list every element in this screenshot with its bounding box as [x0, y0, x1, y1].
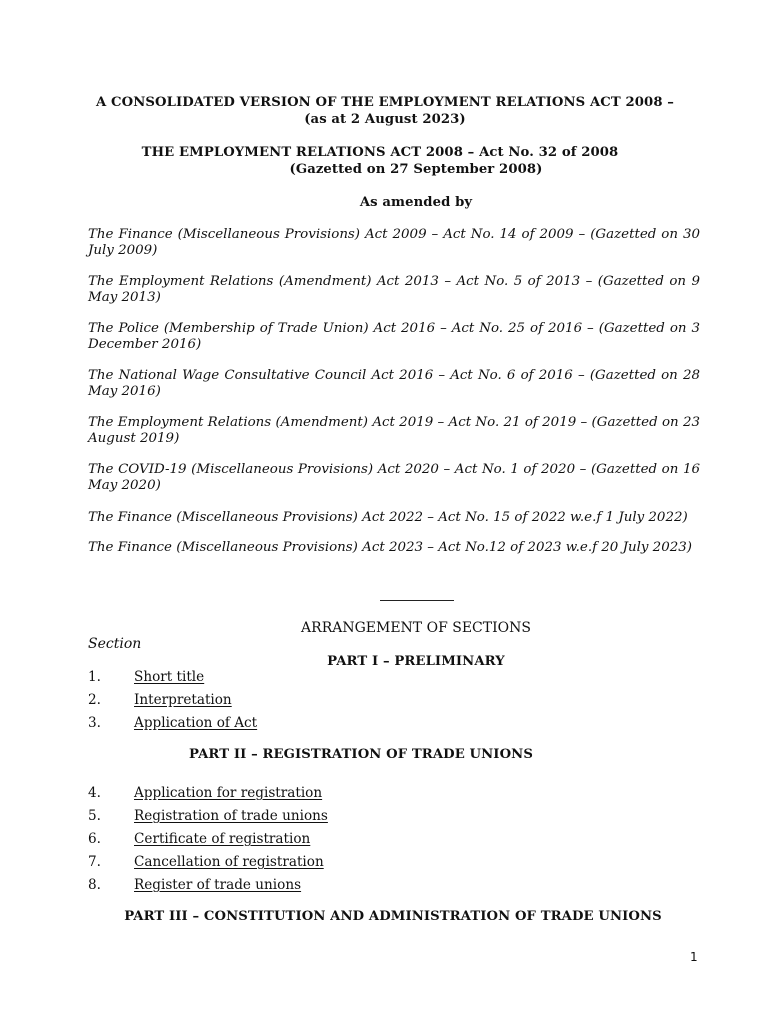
amendment-item: The Finance (Miscellaneous Provisions) Act 2022 – Act No. 15 of 2022 w.e.f 1 July 2022) [88, 510, 688, 525]
section-link-certificate-of-registration[interactable]: Certificate of registration [134, 831, 311, 847]
arrangement-heading: ARRANGEMENT OF SECTIONS [301, 620, 531, 636]
part-heading: PART I – PRELIMINARY [327, 654, 505, 669]
amended-by-heading: As amended by [359, 195, 473, 210]
section-number: 5. [88, 808, 101, 824]
section-link-registration-of-trade-unions[interactable]: Registration of trade unions [134, 808, 328, 824]
section-link-cancellation-of-registration[interactable]: Cancellation of registration [134, 854, 324, 870]
section-number: 7. [88, 854, 101, 870]
section-number: 1. [88, 669, 101, 685]
section-number: 4. [88, 785, 101, 801]
section-number: 3. [88, 715, 101, 731]
amendment-item: The COVID-19 (Miscellaneous Provisions) Act 2020 – Act No. 1 of 2020 – (Gazetted on 16 May 2020) [88, 462, 700, 493]
act-title: THE EMPLOYMENT RELATIONS ACT 2008 – Act No. 32 of 2008 [141, 145, 619, 160]
part-heading: PART II – REGISTRATION OF TRADE UNIONS [189, 747, 533, 762]
amendment-item: The National Wage Consultative Council Act 2016 – Act No. 6 of 2016 – (Gazetted on 28 May 2016) [88, 368, 700, 399]
amendment-item: The Finance (Miscellaneous Provisions) Act 2009 – Act No. 14 of 2009 – (Gazetted on 30 July 2009) [88, 227, 700, 258]
amendment-item: The Employment Relations (Amendment) Act 2013 – Act No. 5 of 2013 – (Gazetted on 9 May 2013) [88, 274, 700, 305]
section-number: 6. [88, 831, 101, 847]
section-column-label: Section [88, 636, 142, 652]
page-number: 1 [690, 950, 698, 964]
act-gazette-date: (Gazetted on 27 September 2008) [289, 162, 543, 177]
section-separator [380, 600, 454, 601]
part-heading: PART III – CONSTITUTION AND ADMINISTRATION OF TRADE UNIONS [124, 909, 662, 924]
section-link-short-title[interactable]: Short title [134, 669, 205, 685]
section-link-application-for-registration[interactable]: Application for registration [134, 785, 323, 801]
amendment-item: The Finance (Miscellaneous Provisions) Act 2023 – Act No.12 of 2023 w.e.f 20 July 2023) [88, 540, 692, 555]
amendment-item: The Police (Membership of Trade Union) Act 2016 – Act No. 25 of 2016 – (Gazetted on 3 December 2016) [88, 321, 700, 352]
section-link-register-of-trade-unions[interactable]: Register of trade unions [134, 877, 302, 893]
amendment-item: The Employment Relations (Amendment) Act 2019 – Act No. 21 of 2019 – (Gazetted on 23 August 2019) [88, 415, 700, 446]
document-title: A CONSOLIDATED VERSION OF THE EMPLOYMENT RELATIONS ACT 2008 – [96, 95, 674, 110]
section-link-interpretation[interactable]: Interpretation [134, 692, 232, 708]
section-link-application-of-act[interactable]: Application of Act [134, 715, 258, 731]
section-number: 8. [88, 877, 101, 893]
section-number: 2. [88, 692, 101, 708]
document-title-date: (as at 2 August 2023) [304, 112, 466, 127]
